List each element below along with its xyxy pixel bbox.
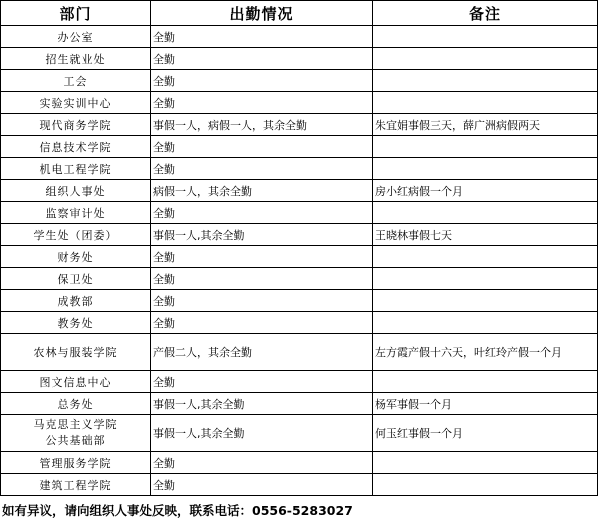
table-row — [1, 48, 598, 70]
cell-remarks — [373, 312, 598, 334]
table-header-row — [1, 1, 598, 26]
department-name: 机电工程学院 — [39, 162, 112, 176]
cell-attendance: 全勤 — [151, 312, 373, 334]
cell-attendance: 全勤 — [151, 290, 373, 312]
cell-remarks — [373, 452, 598, 474]
department-name: 监察审计处 — [45, 206, 106, 220]
cell-department — [1, 268, 151, 290]
cell-department — [1, 224, 151, 246]
cell-attendance: 全勤 — [151, 371, 373, 393]
cell-remarks: 左方霞产假十六天，叶红玲产假一个月 — [373, 334, 598, 371]
cell-department — [1, 290, 151, 312]
cell-remarks: 何玉红事假一个月 — [373, 415, 598, 452]
department-name: 实验实训中心 — [39, 96, 112, 110]
department-name: 学生处（团委） — [33, 228, 118, 242]
department-name: 总务处 — [57, 397, 94, 411]
cell-attendance: 病假一人，其余全勤 — [151, 180, 373, 202]
cell-department — [1, 136, 151, 158]
cell-department — [1, 158, 151, 180]
cell-attendance: 全勤 — [151, 474, 373, 496]
table-row — [1, 114, 598, 136]
cell-remarks — [373, 202, 598, 224]
table-row — [1, 474, 598, 496]
department-name: 马克思主义学院 — [33, 418, 118, 431]
cell-attendance: 事假一人,其余全勤 — [151, 224, 373, 246]
cell-attendance: 产假二人，其余全勤 — [151, 334, 373, 371]
table-row — [1, 180, 598, 202]
cell-department — [1, 415, 151, 452]
table-body — [1, 26, 598, 496]
table-row — [1, 224, 598, 246]
header-attendance: 出勤情况 — [151, 1, 373, 26]
cell-department — [1, 474, 151, 496]
table-row — [1, 202, 598, 224]
cell-remarks — [373, 371, 598, 393]
cell-remarks — [373, 268, 598, 290]
department-name: 图文信息中心 — [39, 375, 112, 389]
cell-remarks: 王晓林事假七天 — [373, 224, 598, 246]
cell-attendance: 全勤 — [151, 452, 373, 474]
department-name: 保卫处 — [57, 272, 94, 286]
cell-department — [1, 26, 151, 48]
cell-remarks — [373, 92, 598, 114]
department-name: 工会 — [63, 74, 88, 88]
department-name: 招生就业处 — [45, 52, 106, 66]
cell-attendance: 全勤 — [151, 268, 373, 290]
cell-remarks — [373, 474, 598, 496]
cell-remarks — [373, 26, 598, 48]
cell-attendance: 事假一人，病假一人，其余全勤 — [151, 114, 373, 136]
header-remarks: 备注 — [373, 1, 598, 26]
department-name: 组织人事处 — [45, 184, 106, 198]
cell-attendance: 全勤 — [151, 246, 373, 268]
cell-attendance: 事假一人,其余全勤 — [151, 415, 373, 452]
department-name: 成教部 — [57, 294, 94, 308]
cell-remarks: 房小红病假一个月 — [373, 180, 598, 202]
table-row — [1, 246, 598, 268]
department-name: 信息技术学院 — [39, 140, 112, 154]
cell-attendance: 全勤 — [151, 70, 373, 92]
cell-department — [1, 48, 151, 70]
cell-remarks — [373, 70, 598, 92]
cell-attendance: 全勤 — [151, 26, 373, 48]
cell-attendance: 全勤 — [151, 202, 373, 224]
table-row — [1, 70, 598, 92]
header-department: 部门 — [1, 1, 151, 26]
cell-department — [1, 202, 151, 224]
table-row — [1, 393, 598, 415]
cell-attendance: 全勤 — [151, 136, 373, 158]
table-row — [1, 268, 598, 290]
cell-department — [1, 334, 151, 371]
cell-department — [1, 393, 151, 415]
cell-attendance: 全勤 — [151, 158, 373, 180]
cell-department — [1, 70, 151, 92]
department-name: 办公室 — [57, 30, 94, 44]
cell-department — [1, 180, 151, 202]
cell-department — [1, 371, 151, 393]
table-row — [1, 312, 598, 334]
contact-footer: 如有异议，请向组织人事处反映，联系电话：0556-5283027 — [2, 503, 353, 518]
table-row — [1, 415, 598, 452]
cell-remarks — [373, 158, 598, 180]
cell-remarks: 杨军事假一个月 — [373, 393, 598, 415]
table-row — [1, 334, 598, 371]
department-name: 财务处 — [57, 250, 94, 264]
table-row — [1, 290, 598, 312]
cell-attendance: 全勤 — [151, 48, 373, 70]
cell-department — [1, 312, 151, 334]
department-name: 建筑工程学院 — [39, 478, 112, 492]
department-name: 农林与服装学院 — [33, 346, 118, 359]
department-name: 教务处 — [57, 316, 94, 330]
table-row — [1, 92, 598, 114]
cell-remarks — [373, 246, 598, 268]
cell-attendance: 全勤 — [151, 92, 373, 114]
table-row — [1, 452, 598, 474]
table-row — [1, 158, 598, 180]
cell-remarks: 朱宜娟事假三天，薛广洲病假两天 — [373, 114, 598, 136]
table-row — [1, 26, 598, 48]
cell-department — [1, 246, 151, 268]
department-name: 现代商务学院 — [39, 118, 112, 132]
table-row — [1, 136, 598, 158]
cell-department — [1, 452, 151, 474]
table-row — [1, 371, 598, 393]
cell-attendance: 事假一人,其余全勤 — [151, 393, 373, 415]
cell-remarks — [373, 48, 598, 70]
cell-department — [1, 92, 151, 114]
cell-remarks — [373, 136, 598, 158]
department-name: 公共基础部 — [45, 434, 106, 447]
cell-remarks — [373, 290, 598, 312]
cell-department — [1, 114, 151, 136]
department-name: 管理服务学院 — [39, 456, 112, 470]
